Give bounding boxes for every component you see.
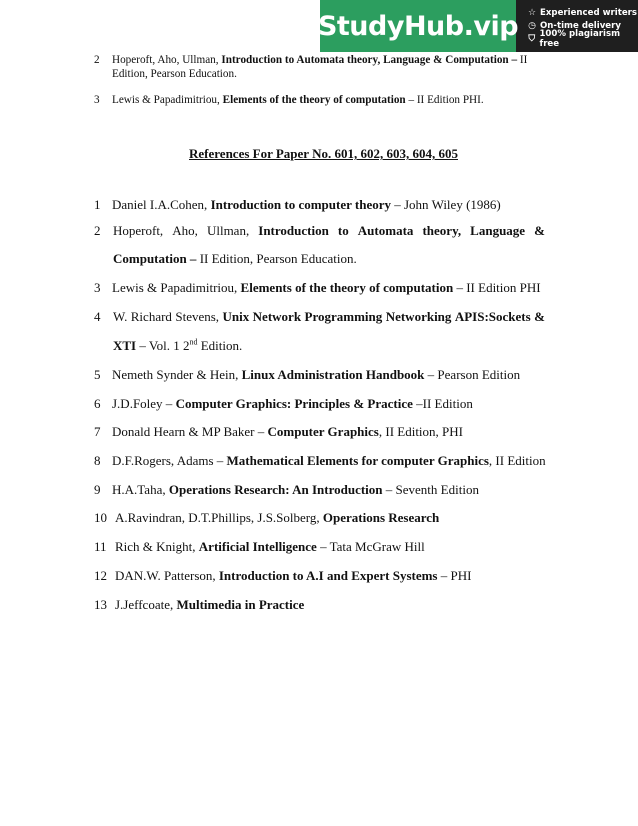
ref-author: DAN.W. Patterson, (115, 568, 219, 583)
ref-author: Lewis & Papadimitriou, (112, 94, 223, 106)
ref-title-word: Networking (385, 309, 452, 324)
studyhub-logo[interactable] (317, 0, 519, 52)
banner-taglines (516, 0, 638, 52)
ref-rest: – John Wiley (1986) (391, 197, 501, 212)
ref-10 (94, 510, 546, 526)
ref-author: Hoperoft, Aho, Ullman, (112, 54, 222, 66)
ref-title: Mathematical Elements for computer Graphics (226, 453, 489, 468)
ref-title: Operations Research: An Introduction (168, 482, 383, 497)
ref-number: 1 (94, 197, 101, 212)
ref-5 (94, 367, 546, 383)
ref-rest: – Pearson Edition (424, 367, 521, 382)
ref-number: 2 (94, 54, 100, 66)
ref-number: 13 (94, 597, 107, 612)
ref-tail: Edition. (197, 338, 243, 353)
ref-word: Ullman, (206, 223, 250, 238)
ref-title: Introduction to Automata theory, Language & Computation – (221, 54, 518, 66)
shield-icon: ⛉ (528, 33, 536, 44)
top-ref-2 (94, 53, 544, 81)
ref-number: 3 (94, 94, 100, 106)
ref-13 (94, 597, 546, 613)
ref-superscript: nd (189, 337, 198, 347)
ref-title: Multimedia in Practice (176, 597, 305, 612)
tagline-text: On-time delivery (540, 20, 621, 31)
ref-author: Lewis & Papadimitriou, (112, 280, 241, 295)
ref-number: 5 (94, 367, 101, 382)
ref-author: Rich & Knight, (115, 539, 199, 554)
ref-title-word: Network (252, 309, 302, 324)
ref-title-word: to (337, 223, 349, 238)
ref-number: 12 (94, 568, 107, 583)
ref-number: 8 (94, 453, 101, 468)
ref-author: Donald Hearn & MP Baker – (112, 424, 268, 439)
ref-word: Richard (130, 309, 172, 324)
tagline-text: Experienced writers (540, 7, 638, 18)
clock-icon: ◷ (528, 20, 536, 31)
ref-title-word: Programming (304, 309, 383, 324)
ref-number: 7 (94, 424, 101, 439)
ref-number: 11 (94, 539, 107, 554)
ref-author: Nemeth Synder & Hein, (112, 367, 242, 382)
ref-title: Computer Graphics (267, 424, 379, 439)
ref-title-word: Automata (357, 223, 414, 238)
ref-author: D.F.Rogers, Adams – (112, 453, 227, 468)
ref-rest: – II Edition PHI (453, 280, 541, 295)
ref-title-word: Unix (222, 309, 250, 324)
ref-rest: – PHI (437, 568, 472, 583)
ref-rest: – Tata McGraw Hill (316, 539, 425, 554)
ref-2-line2 (94, 251, 546, 267)
ref-title-word: Introduction (258, 223, 329, 238)
ref-rest: –II Edition (412, 396, 473, 411)
top-ref-3 (94, 93, 544, 107)
ref-title-word: APIS:Sockets (454, 309, 531, 324)
ref-rest: – II Edition PHI. (405, 94, 484, 106)
ref-8 (94, 453, 546, 469)
ref-author: H.A.Taha, (112, 482, 169, 497)
ref-title-word: & (534, 223, 545, 238)
tagline-plagiarism-free (526, 28, 638, 49)
tagline-text: 100% plagiarism free (539, 28, 621, 49)
ref-title-word: theory, (422, 223, 462, 238)
ref-rest: , II Edition, PHI (378, 424, 463, 439)
ref-6 (94, 396, 546, 412)
ref-1 (94, 197, 546, 213)
ref-title: Introduction to A.I and Expert Systems (218, 568, 438, 583)
ref-4-line2 (94, 338, 546, 354)
ref-title: Linux Administration Handbook (241, 367, 425, 382)
ref-rest: II Edition, Pearson Education. (196, 251, 357, 266)
references-heading: References For Paper No. 601, 602, 603, 604, 605 (189, 146, 458, 161)
ref-number: 6 (94, 396, 101, 411)
studyhub-banner[interactable] (317, 0, 638, 52)
ref-title: Artificial Intelligence (198, 539, 317, 554)
ref-9 (94, 482, 546, 498)
ref-line2: Edition, Pearson Education. (112, 68, 237, 80)
ref-title: Computer Graphics: Principles & Practice (175, 396, 413, 411)
ref-title-word: & (534, 309, 545, 324)
ref-rest: – Seventh Edition (382, 482, 479, 497)
ref-rest: , II Edition (488, 453, 546, 468)
ref-3 (94, 280, 546, 296)
ref-number: 9 (94, 482, 101, 497)
logo-text: StudyHub.vip (317, 10, 519, 42)
ref-author: J.Jeffcoate, (115, 597, 177, 612)
ref-rest: – Vol. 1 2 (136, 338, 190, 353)
ref-number: 3 (94, 280, 101, 295)
ref-title: Elements of the theory of computation (222, 94, 406, 106)
star-icon: ☆ (527, 7, 537, 18)
ref-title: Computation – (113, 251, 197, 266)
ref-word: Aho, (172, 223, 198, 238)
ref-title: XTI (113, 338, 137, 353)
ref-title: Operations Research (322, 510, 440, 525)
ref-number: 10 (94, 510, 107, 525)
ref-7 (94, 424, 546, 440)
ref-number: 2 (94, 223, 101, 238)
ref-title: Introduction to computer theory (210, 197, 391, 212)
ref-author: Daniel I.A.Cohen, (112, 197, 211, 212)
ref-title: Elements of the theory of computation (240, 280, 454, 295)
ref-author: J.D.Foley – (112, 396, 176, 411)
ref-word: W. (113, 309, 128, 324)
ref-word: Stevens, (175, 309, 220, 324)
ref-4 (94, 309, 546, 325)
tagline-experienced-writers (526, 6, 638, 19)
ref-title-word: Language (470, 223, 526, 238)
ref-word: Hoperoft, (113, 223, 164, 238)
ref-2 (94, 223, 546, 239)
ref-number: 4 (94, 309, 101, 324)
ref-rest: II (517, 54, 528, 66)
ref-12 (94, 568, 546, 584)
ref-author: A.Ravindran, D.T.Phillips, J.S.Solberg, (115, 510, 323, 525)
ref-11 (94, 539, 546, 555)
